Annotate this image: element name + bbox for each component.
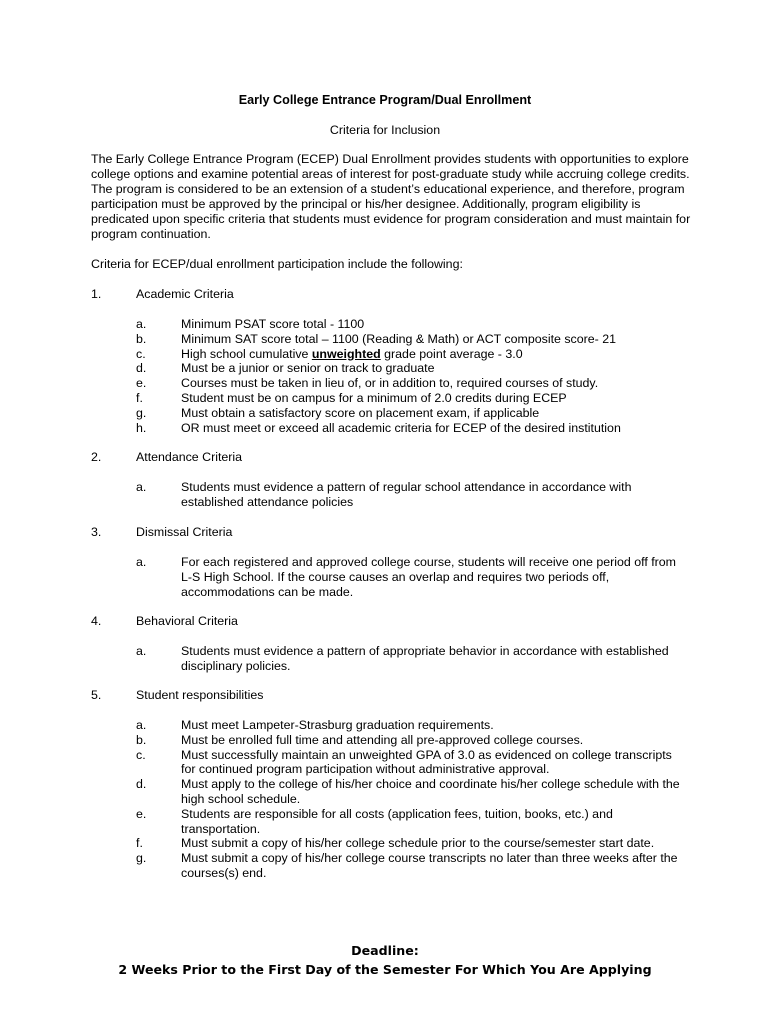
list-item <box>91 421 691 436</box>
item-text: Minimum PSAT score total - 1100 <box>181 317 365 331</box>
item-letter: d. <box>136 361 147 376</box>
section-title: Attendance Criteria <box>136 450 243 464</box>
item-letter: a. <box>136 555 147 569</box>
document-title: Early College Entrance Program/Dual Enrollment <box>238 93 532 107</box>
item-text: Courses must be taken in lieu of, or in addition to, required courses of study. <box>181 376 599 391</box>
list-item <box>91 480 691 510</box>
intro-paragraph: The Early College Entrance Program (ECEP) Dual Enrollment provides students with opportunities to explore college options and examine potential areas of interest for post-graduate study while accruing college credits. The program is considered to be an extension of a student’s educational experience, and therefore, program participation must be approved by the principal or his/her designee. Additionally, program eligibility is predicated upon specific criteria that students must evidence for program consideration and must maintain for program continuation. <box>91 152 691 241</box>
item-letter: c. <box>136 747 146 762</box>
item-letter: b. <box>136 331 147 346</box>
list-item <box>91 391 691 406</box>
section-number: 3. <box>91 525 102 539</box>
list-item <box>91 317 691 332</box>
item-text: Students must evidence a pattern of regular school attendance in accordance with established attendance policies <box>181 480 632 509</box>
list-item <box>91 406 691 421</box>
item-letter: f. <box>136 390 143 405</box>
item-text: OR must meet or exceed all academic criteria for ECEP of the desired institution <box>181 420 621 435</box>
item-text: Must submit a copy of his/her college course transcripts no later than three weeks after the courses(s) end. <box>181 851 678 880</box>
item-letter: d. <box>136 777 147 792</box>
item-text: For each registered and approved college course, students will receive one period off from L-S High School. If the course causes an overlap and requires two periods off, accommodations can be made. <box>181 555 676 599</box>
list-item <box>91 347 691 362</box>
item-text: Must successfully maintain an unweighted GPA of 3.0 as evidenced on college transcripts for continued program participation without administrative approval. <box>181 747 672 777</box>
list-item <box>91 836 691 851</box>
item-letter: e. <box>136 376 147 391</box>
list-item <box>91 718 691 733</box>
item-text: Must submit a copy of his/her college schedule prior to the course/semester start date. <box>181 836 655 851</box>
item-text: Students are responsible for all costs (application fees, tuition, books, etc.) and transportation. <box>181 806 613 836</box>
section-number: 5. <box>91 688 102 702</box>
item-letter: c. <box>136 346 146 361</box>
item-letter: f. <box>136 836 143 851</box>
item-text: Must obtain a satisfactory score on placement exam, if applicable <box>181 405 540 420</box>
list-item <box>91 332 691 347</box>
section-title: Behavioral Criteria <box>136 614 238 628</box>
item-letter: a. <box>136 718 147 732</box>
list-item <box>91 777 691 807</box>
criteria-lead: Criteria for ECEP/dual enrollment participation include the following: <box>91 257 463 271</box>
item-text-emphasis: unweighted <box>311 346 381 361</box>
list-item <box>91 851 691 881</box>
item-letter: g. <box>136 405 147 420</box>
list-item <box>91 644 691 674</box>
deadline-label: Deadline: <box>351 943 419 958</box>
list-item <box>91 733 691 748</box>
document-subtitle: Criteria for Inclusion <box>329 123 441 137</box>
list-item <box>91 376 691 391</box>
item-letter: a. <box>136 480 147 494</box>
item-letter: b. <box>136 732 147 747</box>
item-letter: a. <box>136 644 147 658</box>
deadline-text: 2 Weeks Prior to the First Day of the Semester For Which You Are Applying <box>118 962 652 977</box>
item-text: Must apply to the college of his/her choice and coordinate his/her college schedule with the high school schedule. <box>181 777 680 806</box>
item-letter: e. <box>136 806 147 821</box>
section-number: 4. <box>91 614 102 628</box>
item-letter: g. <box>136 851 147 866</box>
item-text-pre: High school cumulative <box>181 346 312 361</box>
item-letter: h. <box>136 420 147 435</box>
list-item <box>91 555 691 599</box>
list-item <box>91 748 691 778</box>
item-text <box>181 347 681 362</box>
item-text: Must be enrolled full time and attending all pre-approved college courses. <box>181 732 584 747</box>
section-student-responsibilities <box>91 688 691 881</box>
section-attendance-criteria <box>91 450 691 510</box>
section-dismissal-criteria <box>91 525 691 599</box>
item-letter: a. <box>136 317 147 331</box>
item-text: Must be a junior or senior on track to graduate <box>181 361 435 376</box>
section-title: Academic Criteria <box>136 287 234 301</box>
item-text: Minimum SAT score total – 1100 (Reading & Math) or ACT composite score- 21 <box>181 331 617 346</box>
deadline-block <box>0 941 770 979</box>
item-text: Student must be on campus for a minimum of 2.0 credits during ECEP <box>181 390 567 405</box>
item-text-post: grade point average - 3.0 <box>380 346 523 361</box>
section-behavioral-criteria <box>91 614 691 674</box>
list-item <box>91 807 691 837</box>
section-title: Student responsibilities <box>136 688 264 702</box>
section-title: Dismissal Criteria <box>136 525 233 539</box>
item-text: Must meet Lampeter-Strasburg graduation requirements. <box>181 718 494 732</box>
item-text: Students must evidence a pattern of appropriate behavior in accordance with established disciplinary policies. <box>181 644 669 673</box>
section-number: 1. <box>91 287 102 301</box>
section-academic-criteria <box>91 287 691 435</box>
list-item <box>91 361 691 376</box>
section-number: 2. <box>91 450 102 464</box>
